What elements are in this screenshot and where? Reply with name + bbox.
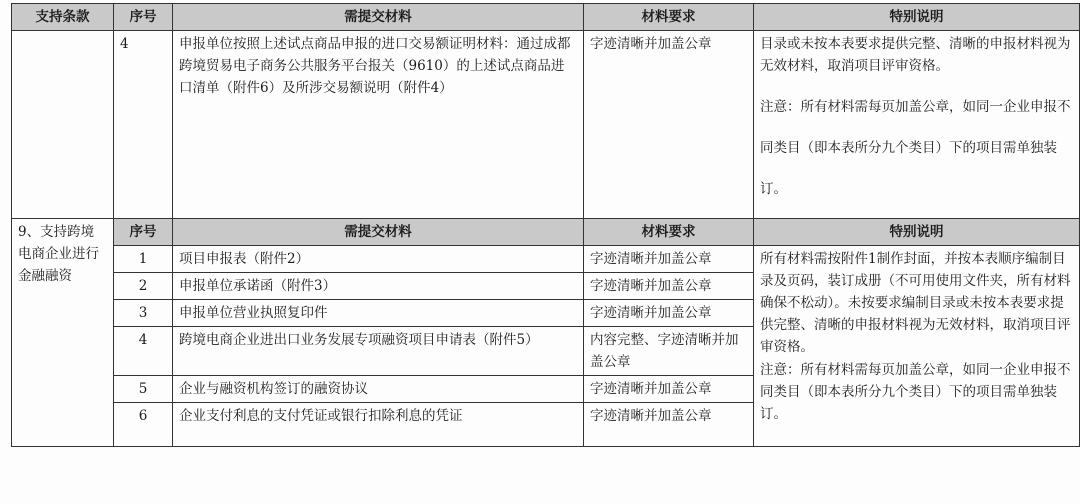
header-special: 特别说明 [754,4,1080,31]
subheader-special: 特别说明 [754,219,1080,246]
special-main-text: 目录或未按本表要求提供完整、清晰的申报材料视为无效材料，取消项目评审资格。 [760,36,1071,74]
table-row-prev-section [12,31,1080,219]
seq-cell: 6 [114,403,173,447]
seq-cell: 5 [114,376,173,403]
requirement-cell: 字迹清晰并加盖公章 [584,300,754,327]
special-cell [754,31,1080,219]
requirement-cell: 字迹清晰并加盖公章 [584,246,754,273]
material-cell: 企业支付利息的支付凭证或银行扣除利息的凭证 [173,403,584,447]
special-cell-9 [754,246,1080,447]
seq-cell: 1 [114,246,173,273]
clause-cell-empty [12,31,114,219]
requirement-cell: 字迹清晰并加盖公章 [584,31,754,219]
table-header-row [12,4,1080,31]
seq-cell: 4 [114,31,173,219]
clause-cell-9: 9、支持跨境电商企业进行金融融资 [12,219,114,447]
header-materials: 需提交材料 [173,4,584,31]
material-cell: 跨境电商企业进出口业务发展专项融资项目申请表（附件5） [173,327,584,376]
seq-cell: 2 [114,273,173,300]
requirement-cell: 内容完整、字迹清晰并加盖公章 [584,327,754,376]
requirement-cell: 字迹清晰并加盖公章 [584,376,754,403]
header-clause: 支持条款 [12,4,114,31]
header-requirement: 材料要求 [584,4,754,31]
subheader-requirement: 材料要求 [584,219,754,246]
seq-cell: 4 [114,327,173,376]
material-cell: 申报单位按照上述试点商品申报的进口交易额证明材料：通过成都跨境贸易电子商务公共服务平台报关（9610）的上述试点商品进口清单（附件6）及所涉交易额说明（附件4） [173,31,584,219]
material-cell: 项目申报表（附件2） [173,246,584,273]
header-seq: 序号 [114,4,173,31]
material-cell: 申报单位承诺函（附件3） [173,273,584,300]
subheader-materials: 需提交材料 [173,219,584,246]
material-cell: 申报单位营业执照复印件 [173,300,584,327]
table-row [12,246,1080,273]
special-main-text: 所有材料需按附件1制作封面，并按本表顺序编制目录及页码，装订成册（不可用使用文件夹，所有材料确保不松动）。未按要求编制目录或未按本表要求提供完整、清晰的申报材料视为无效材料，取消项目评审资格。 [760,251,1071,355]
subheader-seq: 序号 [114,219,173,246]
materials-table [11,3,1080,447]
requirement-cell: 字迹清晰并加盖公章 [584,273,754,300]
special-note-text: 注意：所有材料需每页加盖公章，如同一企业申报不同类目（即本表所分九个类目）下的项目需单独装订。 [760,362,1071,422]
table-subheader-row [12,219,1080,246]
material-cell: 企业与融资机构签订的融资协议 [173,376,584,403]
requirement-cell: 字迹清晰并加盖公章 [584,403,754,447]
seq-cell: 3 [114,300,173,327]
special-note-text: 注意：所有材料需每页加盖公章，如同一企业申报不同类目（即本表所分九个类目）下的项目需单独装订。 [760,99,1071,197]
